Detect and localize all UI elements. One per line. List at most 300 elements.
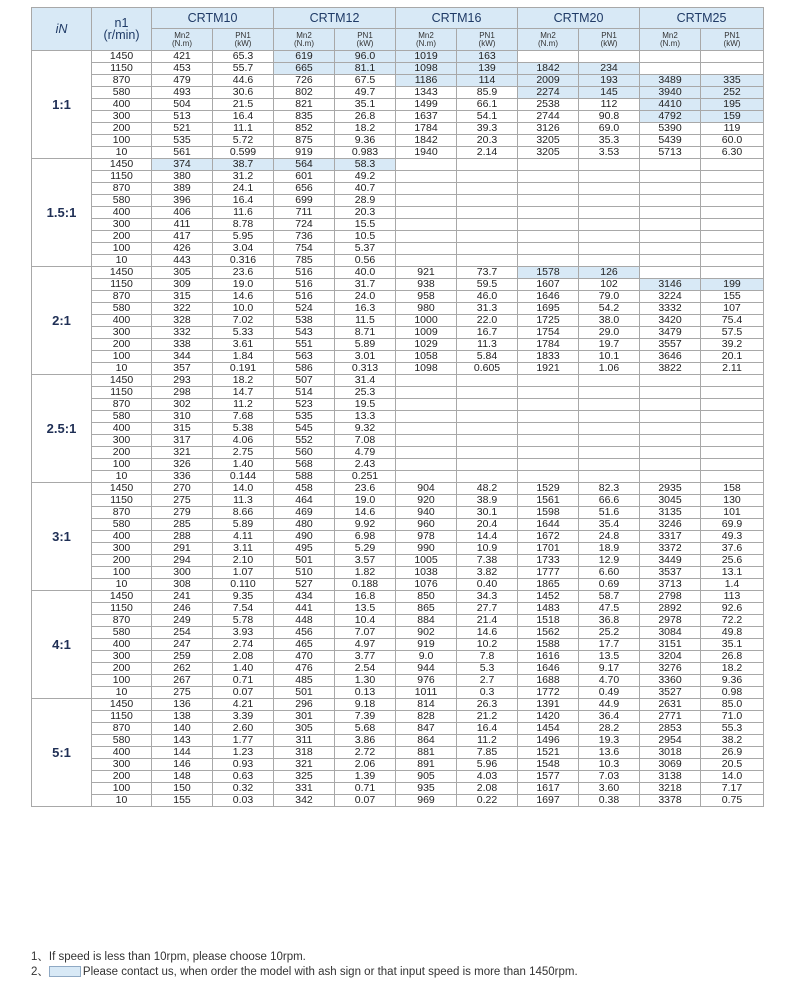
torque-cell: 3420: [640, 315, 701, 327]
table-row: [32, 651, 764, 663]
power-cell: 72.2: [701, 615, 764, 627]
torque-cell: [640, 171, 701, 183]
power-cell: [579, 255, 640, 267]
table-row: [32, 687, 764, 699]
torque-cell: 411: [152, 219, 213, 231]
torque-cell: 150: [152, 783, 213, 795]
speed-cell: 300: [92, 327, 152, 339]
torque-cell: 326: [152, 459, 213, 471]
power-cell: 11.3: [213, 495, 274, 507]
power-cell: 49.7: [335, 87, 396, 99]
speed-header: n1 (r/min): [92, 8, 152, 51]
speed-cell: 870: [92, 75, 152, 87]
torque-cell: 322: [152, 303, 213, 315]
torque-cell: 828: [396, 711, 457, 723]
power-cell: 25.6: [701, 555, 764, 567]
power-cell: 71.0: [701, 711, 764, 723]
table-row: [32, 51, 764, 63]
power-cell: 7.68: [213, 411, 274, 423]
torque-cell: 1005: [396, 555, 457, 567]
torque-cell: 311: [274, 735, 335, 747]
power-cell: 18.2: [213, 375, 274, 387]
power-cell: 49.3: [701, 531, 764, 543]
power-cell: 4.11: [213, 531, 274, 543]
power-cell: 9.92: [335, 519, 396, 531]
table-row: [32, 567, 764, 579]
power-cell: 17.7: [579, 639, 640, 651]
table-row: [32, 591, 764, 603]
table-row: [32, 99, 764, 111]
torque-cell: 5390: [640, 123, 701, 135]
torque-cell: 374: [152, 159, 213, 171]
power-cell: 0.56: [335, 255, 396, 267]
torque-cell: 493: [152, 87, 213, 99]
model-header-crtm25: CRTM25: [640, 8, 764, 29]
torque-cell: 448: [274, 615, 335, 627]
power-cell: 7.39: [335, 711, 396, 723]
speed-cell: 1150: [92, 279, 152, 291]
power-cell: [579, 159, 640, 171]
torque-cell: [396, 159, 457, 171]
torque-cell: 1000: [396, 315, 457, 327]
speed-cell: 200: [92, 447, 152, 459]
power-cell: 40.0: [335, 267, 396, 279]
speed-cell: 1150: [92, 603, 152, 615]
speed-cell: 400: [92, 747, 152, 759]
torque-cell: 318: [274, 747, 335, 759]
power-cell: 13.6: [579, 747, 640, 759]
power-cell: 0.07: [213, 687, 274, 699]
table-row: [32, 231, 764, 243]
torque-cell: 1598: [518, 507, 579, 519]
torque-cell: 270: [152, 483, 213, 495]
torque-cell: 470: [274, 651, 335, 663]
power-cell: 28.2: [579, 723, 640, 735]
torque-cell: 980: [396, 303, 457, 315]
torque-cell: 736: [274, 231, 335, 243]
torque-cell: 1784: [518, 339, 579, 351]
torque-cell: 396: [152, 195, 213, 207]
torque-cell: 905: [396, 771, 457, 783]
torque-cell: 1607: [518, 279, 579, 291]
speed-cell: 300: [92, 543, 152, 555]
power-cell: 0.93: [213, 759, 274, 771]
model-header-crtm10: CRTM10: [152, 8, 274, 29]
power-cell: 0.313: [335, 363, 396, 375]
torque-cell: 940: [396, 507, 457, 519]
power-cell: [701, 267, 764, 279]
power-cell: 199: [701, 279, 764, 291]
torque-cell: 380: [152, 171, 213, 183]
power-cell: 10.5: [335, 231, 396, 243]
power-cell: 30.1: [457, 507, 518, 519]
power-cell: 18.9: [579, 543, 640, 555]
torque-cell: 4792: [640, 111, 701, 123]
power-cell: [701, 375, 764, 387]
speed-cell: 400: [92, 99, 152, 111]
torque-cell: [640, 231, 701, 243]
torque-cell: 293: [152, 375, 213, 387]
power-cell: 25.2: [579, 627, 640, 639]
torque-cell: 331: [274, 783, 335, 795]
torque-cell: 458: [274, 483, 335, 495]
power-cell: [579, 411, 640, 423]
speed-cell: 100: [92, 459, 152, 471]
torque-cell: 298: [152, 387, 213, 399]
highlight-swatch: [49, 966, 81, 977]
power-cell: 35.4: [579, 519, 640, 531]
power-cell: 13.1: [701, 567, 764, 579]
power-cell: 0.251: [335, 471, 396, 483]
torque-cell: 1098: [396, 363, 457, 375]
speed-cell: 100: [92, 243, 152, 255]
torque-cell: [518, 255, 579, 267]
power-cell: 13.3: [335, 411, 396, 423]
power-cell: 130: [701, 495, 764, 507]
torque-cell: 884: [396, 615, 457, 627]
table-row: [32, 627, 764, 639]
power-cell: 38.7: [213, 159, 274, 171]
power-cell: 9.17: [579, 663, 640, 675]
torque-cell: 1637: [396, 111, 457, 123]
torque-cell: 1496: [518, 735, 579, 747]
speed-cell: 1450: [92, 159, 152, 171]
torque-cell: 501: [274, 555, 335, 567]
torque-cell: [396, 231, 457, 243]
torque-cell: [396, 435, 457, 447]
torque-cell: 267: [152, 675, 213, 687]
power-cell: 21.4: [457, 615, 518, 627]
speed-cell: 580: [92, 87, 152, 99]
speed-cell: 200: [92, 771, 152, 783]
power-cell: [457, 471, 518, 483]
torque-cell: 521: [152, 123, 213, 135]
torque-cell: 3646: [640, 351, 701, 363]
power-cell: 26.9: [701, 747, 764, 759]
power-cell: 9.18: [335, 699, 396, 711]
power-cell: 112: [579, 99, 640, 111]
power-cell: 11.2: [213, 399, 274, 411]
table-row: [32, 399, 764, 411]
speed-cell: 10: [92, 363, 152, 375]
speed-cell: 100: [92, 783, 152, 795]
torque-cell: 1697: [518, 795, 579, 807]
power-cell: 35.1: [701, 639, 764, 651]
power-cell: 69.9: [701, 519, 764, 531]
torque-cell: 155: [152, 795, 213, 807]
power-cell: 7.03: [579, 771, 640, 783]
torque-cell: 279: [152, 507, 213, 519]
torque-cell: 560: [274, 447, 335, 459]
power-cell: 2.72: [335, 747, 396, 759]
torque-cell: 315: [152, 423, 213, 435]
torque-cell: 246: [152, 603, 213, 615]
power-cell: [457, 195, 518, 207]
torque-cell: [396, 471, 457, 483]
power-cell: 85.0: [701, 699, 764, 711]
power-cell: 20.5: [701, 759, 764, 771]
power-cell: 2.11: [701, 363, 764, 375]
power-cell: 35.3: [579, 135, 640, 147]
power-cell: [457, 411, 518, 423]
power-cell: [579, 195, 640, 207]
power-cell: 11.2: [457, 735, 518, 747]
torque-cell: 241: [152, 591, 213, 603]
torque-cell: 1672: [518, 531, 579, 543]
power-cell: 44.6: [213, 75, 274, 87]
power-cell: 58.7: [579, 591, 640, 603]
torque-cell: [518, 399, 579, 411]
power-cell: 36.4: [579, 711, 640, 723]
model-header-crtm12: CRTM12: [274, 8, 396, 29]
speed-cell: 870: [92, 183, 152, 195]
power-cell: 23.6: [213, 267, 274, 279]
power-cell: 252: [701, 87, 764, 99]
torque-cell: 143: [152, 735, 213, 747]
torque-cell: [640, 183, 701, 195]
table-row: [32, 195, 764, 207]
speed-cell: 10: [92, 795, 152, 807]
power-cell: [701, 63, 764, 75]
power-cell: [579, 435, 640, 447]
power-cell: 5.89: [335, 339, 396, 351]
power-cell: 114: [457, 75, 518, 87]
torque-cell: [640, 243, 701, 255]
power-cell: 1.07: [213, 567, 274, 579]
torque-cell: 2954: [640, 735, 701, 747]
torque-cell: 523: [274, 399, 335, 411]
torque-cell: [640, 411, 701, 423]
power-cell: [457, 159, 518, 171]
power-cell: 81.1: [335, 63, 396, 75]
power-cell: 21.2: [457, 711, 518, 723]
power-cell: 30.6: [213, 87, 274, 99]
torque-cell: 140: [152, 723, 213, 735]
power-cell: 58.3: [335, 159, 396, 171]
torque-cell: 301: [274, 711, 335, 723]
torque-cell: 3276: [640, 663, 701, 675]
torque-cell: [640, 255, 701, 267]
table-row: [32, 267, 764, 279]
power-cell: 4.21: [213, 699, 274, 711]
torque-cell: [518, 171, 579, 183]
torque-cell: 535: [152, 135, 213, 147]
power-cell: 1.4: [701, 579, 764, 591]
torque-cell: [640, 51, 701, 63]
torque-cell: 1577: [518, 771, 579, 783]
power-cell: [457, 435, 518, 447]
torque-cell: 543: [274, 327, 335, 339]
power-cell: 19.5: [335, 399, 396, 411]
speed-cell: 400: [92, 531, 152, 543]
power-cell: 0.188: [335, 579, 396, 591]
power-cell: 155: [701, 291, 764, 303]
torque-cell: 288: [152, 531, 213, 543]
torque-cell: 1833: [518, 351, 579, 363]
power-cell: 1.39: [335, 771, 396, 783]
torque-subheader: Mn2 (N.m): [152, 29, 213, 51]
speed-cell: 100: [92, 675, 152, 687]
torque-cell: 309: [152, 279, 213, 291]
torque-cell: 656: [274, 183, 335, 195]
torque-cell: 249: [152, 615, 213, 627]
torque-cell: 357: [152, 363, 213, 375]
power-cell: 51.6: [579, 507, 640, 519]
torque-cell: 1842: [396, 135, 457, 147]
footnotes: [31, 950, 578, 980]
torque-cell: 504: [152, 99, 213, 111]
power-cell: 31.4: [335, 375, 396, 387]
power-cell: [701, 195, 764, 207]
torque-cell: 1777: [518, 567, 579, 579]
torque-cell: [518, 435, 579, 447]
torque-cell: [518, 159, 579, 171]
torque-cell: 426: [152, 243, 213, 255]
torque-cell: 510: [274, 567, 335, 579]
torque-cell: 2798: [640, 591, 701, 603]
torque-cell: [518, 195, 579, 207]
speed-cell: 580: [92, 735, 152, 747]
table-row: [32, 615, 764, 627]
power-cell: 139: [457, 63, 518, 75]
torque-cell: 814: [396, 699, 457, 711]
power-cell: 1.30: [335, 675, 396, 687]
power-cell: 2.10: [213, 555, 274, 567]
power-cell: 0.13: [335, 687, 396, 699]
power-cell: [701, 207, 764, 219]
torque-cell: 3205: [518, 147, 579, 159]
torque-cell: 2892: [640, 603, 701, 615]
torque-cell: 875: [274, 135, 335, 147]
power-cell: 2.74: [213, 639, 274, 651]
torque-cell: 485: [274, 675, 335, 687]
torque-cell: 476: [274, 663, 335, 675]
table-row: [32, 639, 764, 651]
torque-cell: 1646: [518, 291, 579, 303]
torque-cell: 586: [274, 363, 335, 375]
power-cell: 1.06: [579, 363, 640, 375]
power-cell: [579, 51, 640, 63]
power-cell: [457, 243, 518, 255]
torque-cell: 513: [152, 111, 213, 123]
torque-cell: 3224: [640, 291, 701, 303]
speed-cell: 300: [92, 219, 152, 231]
table-row: [32, 159, 764, 171]
torque-cell: [640, 471, 701, 483]
power-cell: [701, 459, 764, 471]
power-cell: 67.5: [335, 75, 396, 87]
power-cell: 5.29: [335, 543, 396, 555]
speed-cell: 870: [92, 291, 152, 303]
power-cell: [579, 459, 640, 471]
torque-cell: 3069: [640, 759, 701, 771]
power-cell: 24.1: [213, 183, 274, 195]
torque-cell: 944: [396, 663, 457, 675]
power-cell: 0.22: [457, 795, 518, 807]
torque-cell: 453: [152, 63, 213, 75]
table-row: [32, 411, 764, 423]
torque-cell: [396, 399, 457, 411]
torque-cell: [640, 219, 701, 231]
torque-cell: 3479: [640, 327, 701, 339]
torque-cell: 3138: [640, 771, 701, 783]
power-cell: 14.6: [213, 291, 274, 303]
power-cell: 195: [701, 99, 764, 111]
power-cell: 69.0: [579, 123, 640, 135]
torque-cell: 434: [274, 591, 335, 603]
torque-cell: 469: [274, 507, 335, 519]
torque-cell: 563: [274, 351, 335, 363]
torque-cell: 417: [152, 231, 213, 243]
power-cell: [579, 447, 640, 459]
torque-subheader: Mn2 (N.m): [274, 29, 335, 51]
torque-cell: [518, 423, 579, 435]
power-cell: 2.06: [335, 759, 396, 771]
torque-cell: 821: [274, 99, 335, 111]
power-cell: [579, 183, 640, 195]
power-cell: 66.6: [579, 495, 640, 507]
power-cell: 25.3: [335, 387, 396, 399]
power-cell: 10.1: [579, 351, 640, 363]
torque-cell: 1499: [396, 99, 457, 111]
power-cell: 3.82: [457, 567, 518, 579]
power-cell: 0.599: [213, 147, 274, 159]
power-cell: 10.2: [457, 639, 518, 651]
power-cell: [701, 423, 764, 435]
torque-cell: 5713: [640, 147, 701, 159]
torque-cell: 938: [396, 279, 457, 291]
table-row: [32, 735, 764, 747]
table-row: [32, 711, 764, 723]
power-cell: [457, 375, 518, 387]
power-cell: 48.2: [457, 483, 518, 495]
torque-cell: 1521: [518, 747, 579, 759]
power-cell: 85.9: [457, 87, 518, 99]
power-cell: 5.72: [213, 135, 274, 147]
torque-cell: 148: [152, 771, 213, 783]
torque-cell: 342: [274, 795, 335, 807]
speed-cell: 1450: [92, 699, 152, 711]
table-row: [32, 171, 764, 183]
torque-cell: 1186: [396, 75, 457, 87]
torque-cell: 891: [396, 759, 457, 771]
power-cell: 7.85: [457, 747, 518, 759]
power-cell: [701, 243, 764, 255]
torque-cell: 2744: [518, 111, 579, 123]
table-row: [32, 219, 764, 231]
power-cell: 12.9: [579, 555, 640, 567]
torque-cell: 338: [152, 339, 213, 351]
power-cell: 10.4: [335, 615, 396, 627]
power-cell: 4.03: [457, 771, 518, 783]
power-cell: 16.7: [457, 327, 518, 339]
power-cell: 66.1: [457, 99, 518, 111]
power-cell: 234: [579, 63, 640, 75]
power-cell: 22.0: [457, 315, 518, 327]
power-cell: 0.71: [213, 675, 274, 687]
speed-cell: 1450: [92, 375, 152, 387]
power-cell: [701, 411, 764, 423]
torque-cell: 321: [274, 759, 335, 771]
table-row: [32, 747, 764, 759]
power-cell: 10.0: [213, 303, 274, 315]
speed-cell: 400: [92, 423, 152, 435]
table-row: [32, 291, 764, 303]
torque-cell: 285: [152, 519, 213, 531]
torque-cell: [640, 387, 701, 399]
power-cell: 16.4: [457, 723, 518, 735]
torque-cell: [396, 195, 457, 207]
